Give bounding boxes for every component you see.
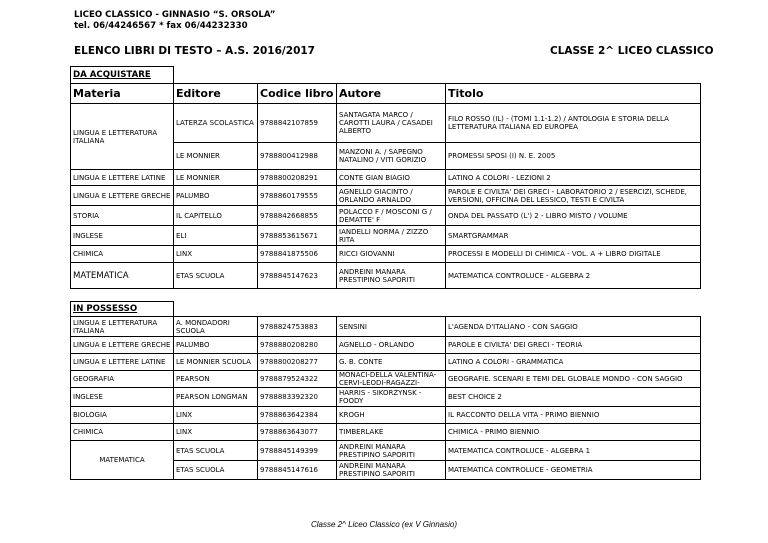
cell-autore: MANZONI A. / SAPEGNO NATALINO / VITI GORIZIO: [337, 143, 446, 170]
cell-titolo: MATEMATICA CONTROLUCE - GEOMETRIA: [446, 461, 701, 480]
cell-editore: A. MONDADORI SCUOLA: [174, 317, 258, 337]
cell-editore: LATERZA SCOLASTICA: [174, 104, 258, 143]
school-name: LICEO CLASSICO - GINNASIO “S. ORSOLA”: [74, 10, 276, 20]
cell-materia: MATEMATICA: [71, 441, 174, 480]
cell-titolo: FILO ROSSO (IL) - (TOMI 1.1-1.2) / ANTOLOGIA E STORIA DELLA LETTERATURA ITALIANA ED EUROPEA: [446, 104, 701, 143]
table-row: [71, 441, 701, 461]
cell-materia: MATEMATICA: [71, 263, 174, 289]
table-row: [71, 337, 701, 354]
cell-autore: HARRIS - SIKORZYNSK - FOODY: [337, 388, 446, 407]
cell-editore: LE MONNIER: [174, 143, 258, 170]
table-row: [71, 206, 701, 226]
cell-materia: LINGUA E LETTERE LATINE: [71, 170, 174, 186]
list-title: ELENCO LIBRI DI TESTO – A.S. 2016/2017: [74, 45, 315, 57]
section-label-owned: IN POSSESSO: [71, 302, 174, 317]
owned-table: [70, 301, 701, 480]
cell-titolo: PAROLE E CIVILTA' DEI GRECI - LABORATORIO 2 / ESERCIZI, SCHEDE, VERSIONI, OFFICINA DEL LESSICO, TESTI E CIVILTA: [446, 186, 701, 206]
cell-titolo: CHIMICA - PRIMO BIENNIO: [446, 424, 701, 441]
cell-editore: IL CAPITELLO: [174, 206, 258, 226]
table-row: [71, 170, 701, 186]
cell-titolo: ONDA DEL PASSATO (L') 2 - LIBRO MISTO / VOLUME: [446, 206, 701, 226]
cell-editore: LE MONNIER: [174, 170, 258, 186]
cell-codice: 9788841875506: [258, 246, 337, 263]
cell-editore: PEARSON LONGMAN: [174, 388, 258, 407]
table-row: [71, 371, 701, 388]
cell-codice: 9788800208291: [258, 170, 337, 186]
table-row: [71, 388, 701, 407]
section-label-to-buy: DA ACQUISTARE: [71, 67, 174, 84]
table-row: [71, 354, 701, 371]
table-row: [71, 186, 701, 206]
cell-materia: LINGUA E LETTERATURA ITALIANA: [71, 104, 174, 170]
cell-codice: 9788853615671: [258, 226, 337, 246]
cell-editore: LINX: [174, 424, 258, 441]
cell-titolo: MATEMATICA CONTROLUCE - ALGEBRA 1: [446, 441, 701, 461]
cell-autore: AGNELLO GIACINTO / ORLANDO ARNALDO: [337, 186, 446, 206]
cell-autore: KROGH: [337, 407, 446, 424]
cell-codice: 9788880208280: [258, 337, 337, 354]
cell-materia: INGLESE: [71, 388, 174, 407]
cell-autore: POLACCO F / MOSCONI G / DEMATTE' F: [337, 206, 446, 226]
cell-materia: INGLESE: [71, 226, 174, 246]
cell-codice: 9788800208277: [258, 354, 337, 371]
cell-autore: G. B. CONTE: [337, 354, 446, 371]
cell-editore: ELI: [174, 226, 258, 246]
table-row: [71, 424, 701, 441]
table-row: [71, 104, 701, 143]
class-title: CLASSE 2^ LICEO CLASSICO: [550, 45, 714, 57]
cell-titolo: PROCESSI E MODELLI DI CHIMICA - VOL. A + LIBRO DIGITALE: [446, 246, 701, 263]
cell-editore: ETAS SCUOLA: [174, 441, 258, 461]
cell-codice: 9788824753883: [258, 317, 337, 337]
cell-materia: LINGUA E LETTERATURA ITALIANA: [71, 317, 174, 337]
cell-codice: 9788845147623: [258, 263, 337, 289]
cell-editore: LINX: [174, 246, 258, 263]
col-header-titolo: Titolo: [446, 84, 701, 104]
cell-codice: 9788883392320: [258, 388, 337, 407]
cell-codice: 9788800412988: [258, 143, 337, 170]
cell-autore: CONTE GIAN BIAGIO: [337, 170, 446, 186]
cell-autore: ANDREINI MANARA PRESTIPINO SAPORITI: [337, 263, 446, 289]
cell-editore: PALUMBO: [174, 186, 258, 206]
cell-codice: 9788842668855: [258, 206, 337, 226]
col-header-codice: Codice libro: [258, 84, 337, 104]
cell-titolo: GEOGRAFIE. SCENARI E TEMI DEL GLOBALE MONDO - CON SAGGIO: [446, 371, 701, 388]
cell-editore: ETAS SCUOLA: [174, 263, 258, 289]
cell-titolo: PROMESSI SPOSI (I) N. E. 2005: [446, 143, 701, 170]
cell-editore: LE MONNIER SCUOLA: [174, 354, 258, 371]
cell-materia: CHIMICA: [71, 424, 174, 441]
cell-codice: 9788842107859: [258, 104, 337, 143]
cell-autore: RICCI GIOVANNI: [337, 246, 446, 263]
table-row: [71, 246, 701, 263]
table-row: [71, 263, 701, 289]
cell-codice: 9788845147616: [258, 461, 337, 480]
cell-titolo: SMARTGRAMMAR: [446, 226, 701, 246]
cell-materia: STORIA: [71, 206, 174, 226]
cell-codice: 9788879524322: [258, 371, 337, 388]
table-row: [71, 226, 701, 246]
cell-editore: PEARSON: [174, 371, 258, 388]
cell-autore: ANDREINI MANARA PRESTIPINO SAPORITI: [337, 441, 446, 461]
cell-titolo: LATINO A COLORI - LEZIONI 2: [446, 170, 701, 186]
cell-autore: SANTAGATA MARCO / CAROTTI LAURA / CASADEI ALBERTO: [337, 104, 446, 143]
cell-editore: LINX: [174, 407, 258, 424]
cell-titolo: BEST CHOICE 2: [446, 388, 701, 407]
cell-materia: CHIMICA: [71, 246, 174, 263]
school-contacts: tel. 06/44246567 * fax 06/44232330: [74, 21, 248, 31]
cell-codice: 9788863642384: [258, 407, 337, 424]
col-header-autore: Autore: [337, 84, 446, 104]
cell-autore: SENSINI: [337, 317, 446, 337]
cell-materia: LINGUA E LETTERE GRECHE: [71, 337, 174, 354]
cell-titolo: MATEMATICA CONTROLUCE - ALGEBRA 2: [446, 263, 701, 289]
cell-autore: ANDREINI MANARA PRESTIPINO SAPORITI: [337, 461, 446, 480]
table-row: [71, 407, 701, 424]
col-header-editore: Editore: [174, 84, 258, 104]
cell-autore: TIMBERLAKE: [337, 424, 446, 441]
cell-materia: BIOLOGIA: [71, 407, 174, 424]
cell-autore: MONACI-DELLA VALENTINA-CERVI-LEODI-RAGAZZI-: [337, 371, 446, 388]
cell-materia: GEOGRAFIA: [71, 371, 174, 388]
col-header-materia: Materia: [71, 84, 174, 104]
column-header-row: [71, 84, 701, 104]
cell-titolo: PAROLE E CIVILTA' DEI GRECI - TEORIA: [446, 337, 701, 354]
cell-titolo: IL RACCONTO DELLA VITA - PRIMO BIENNIO: [446, 407, 701, 424]
table-row: [71, 317, 701, 337]
cell-codice: 9788863643077: [258, 424, 337, 441]
cell-autore: IANDELLI NORMA / ZIZZO RITA: [337, 226, 446, 246]
cell-titolo: L'AGENDA D'ITALIANO - CON SAGGIO: [446, 317, 701, 337]
cell-codice: 9788845149399: [258, 441, 337, 461]
cell-materia: LINGUA E LETTERE GRECHE: [71, 186, 174, 206]
cell-editore: PALUMBO: [174, 337, 258, 354]
cell-titolo: LATINO A COLORI - GRAMMATICA: [446, 354, 701, 371]
cell-autore: AGNELLO - ORLANDO: [337, 337, 446, 354]
cell-materia: LINGUA E LETTERE LATINE: [71, 354, 174, 371]
cell-editore: ETAS SCUOLA: [174, 461, 258, 480]
page-footer: Classe 2^ Liceo Classico (ex V Ginnasio): [310, 520, 458, 529]
cell-codice: 9788860179555: [258, 186, 337, 206]
to-buy-table: [70, 66, 701, 289]
